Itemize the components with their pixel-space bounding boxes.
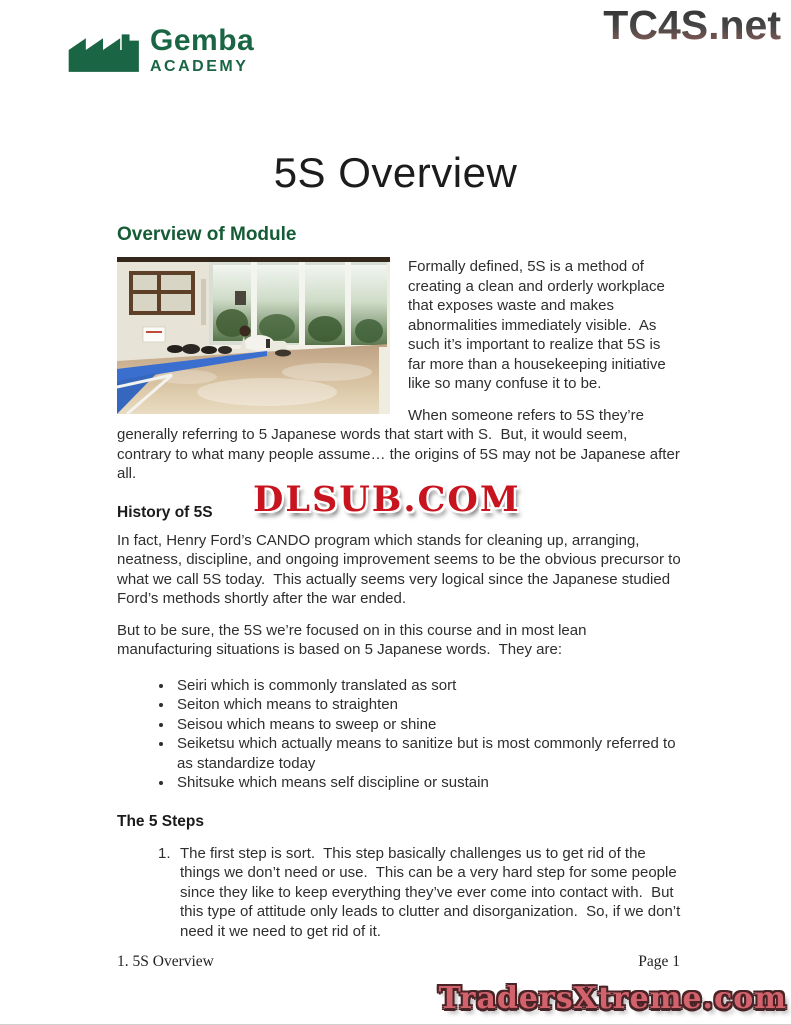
section-heading-overview: Overview of Module bbox=[117, 224, 297, 246]
list-item bbox=[174, 715, 681, 735]
intro-block bbox=[117, 257, 684, 484]
list-item-text: Seisou which means to sweep or shine bbox=[177, 715, 437, 733]
page-title: 5S Overview bbox=[273, 149, 518, 196]
list-item-text: Seiri which is commonly translated as sort bbox=[177, 676, 457, 694]
list-item bbox=[174, 734, 681, 773]
page-footer bbox=[117, 953, 680, 971]
list-item bbox=[174, 676, 681, 696]
list-item-text: Seiton which means to straighten bbox=[177, 696, 398, 714]
step-item bbox=[117, 844, 685, 942]
paragraph-ford: In fact, Henry Ford’s CANDO program which stands for cleaning up, arranging, neatness, discipline, and ongoing improvement seems to be the obvious precursor to what we call 5S today. This actually seems very logical since the Japanese studied Ford’s methods shortly after the war ended. bbox=[117, 531, 685, 608]
factory-icon bbox=[64, 24, 142, 76]
watermark-dlsub: DLSUB.COM bbox=[253, 479, 521, 520]
step-text: The first step is sort. This step basically challenges us to get rid of the things we don’t need or use. This can be a very hard step for some people since they like to keep everything they’ve ever come into contact with. But this type of attitude only leads to clutter and disorganization. So, if we don’t need it we need to get rid of it. bbox=[180, 844, 685, 940]
s-words-list bbox=[117, 676, 681, 793]
list-item-text: Seiketsu which actually means to sanitize but is most commonly referred to as standardize today bbox=[177, 735, 676, 772]
heading-steps: The 5 Steps bbox=[117, 812, 204, 830]
step-number: 1. bbox=[158, 844, 171, 862]
footer-page-number: Page 1 bbox=[638, 953, 680, 970]
paragraph-course: But to be sure, the 5S we’re focused on in this course and in most lean manufacturing situations is based on 5 Japanese words. They are: bbox=[117, 621, 591, 659]
paragraph-intro: Formally defined, 5S is a method of creating a clean and orderly workplace that exposes waste and makes abnormalities immediately visible. As such it’s important to realize that 5S is far more than a housekeeping initiative like so many confuse it to be. bbox=[408, 258, 670, 393]
watermark-tc4s: TC4S.net bbox=[603, 2, 781, 48]
watermark-traders: TradersXtreme.com bbox=[438, 981, 787, 1016]
list-item bbox=[174, 695, 681, 715]
document-content bbox=[117, 224, 685, 941]
footer-section-label: 1. 5S Overview bbox=[117, 953, 214, 970]
list-item-text: Shitsuke which means self discipline or sustain bbox=[177, 774, 489, 792]
logo-gemba-text: Gemba bbox=[150, 23, 255, 57]
heading-history: History of 5S bbox=[117, 503, 213, 521]
logo-academy-text: ACADEMY bbox=[150, 57, 249, 75]
paragraph-refers: When someone refers to 5S they’re generally referring to 5 Japanese words that start with S. But, it would seem, contrary to what many people assume… the origins of 5S may not be Japanese after all. bbox=[117, 406, 684, 483]
gemba-academy-logo bbox=[64, 24, 254, 76]
list-item bbox=[174, 773, 681, 793]
workplace-photo bbox=[117, 257, 390, 414]
